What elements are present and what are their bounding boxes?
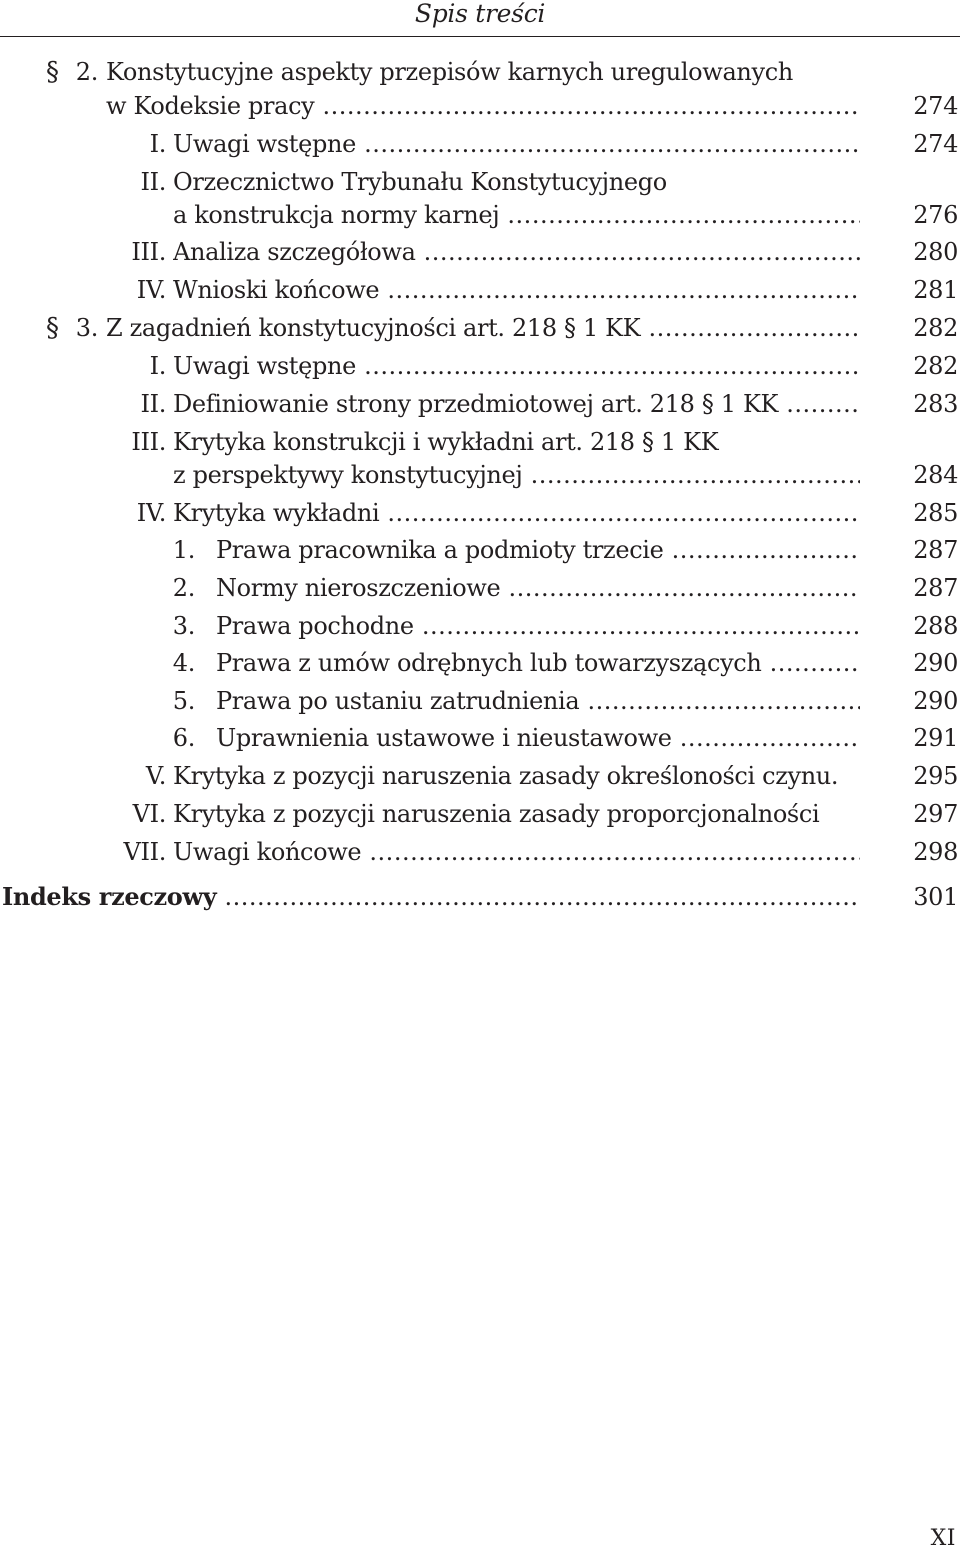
entry-number: 1. [172, 536, 195, 564]
toc-entry [0, 685, 960, 717]
entry-number: IV. [136, 499, 166, 527]
entry-number: 5. [172, 687, 195, 715]
page-number: 290 [913, 687, 958, 715]
toc-entry [0, 274, 960, 306]
toc-entry [0, 459, 960, 491]
entry-number: 4. [172, 649, 195, 677]
page-number: 283 [913, 390, 958, 418]
entry-title: Z zagadnień konstytucyjności art. 218 § 1 KK ..... [106, 312, 860, 344]
toc-entry [0, 56, 960, 88]
entry-number: IV. [136, 276, 166, 304]
toc-entry [0, 497, 960, 529]
entry-title: Indeks rzeczowy [2, 882, 217, 911]
entry-number: VII. [123, 838, 166, 866]
index-title-wrap [2, 881, 860, 913]
entry-number: V. [145, 762, 166, 790]
entry-title: Orzecznictwo Trybunału Konstytucyjnego [173, 168, 667, 196]
entry-title: Uprawnienia ustawowe i nieustawowe ..... [216, 722, 860, 754]
page-number: 285 [913, 499, 958, 527]
page-number: 290 [913, 649, 958, 677]
entry-title: w Kodeksie pracy ..... [106, 90, 860, 122]
entry-title: Uwagi końcowe ..... [173, 836, 860, 868]
entry-number: III. [131, 238, 166, 266]
entry-title: Normy nieroszczeniowe ..... [216, 572, 860, 604]
page-number: 298 [913, 838, 958, 866]
entry-number: I. [149, 352, 166, 380]
page-number: 281 [913, 276, 958, 304]
entry-title: Krytyka z pozycji naruszenia zasady określoności czynu. [173, 762, 839, 790]
entry-title: Prawa pracownika a podmioty trzecie ..... [216, 534, 860, 566]
toc-entry [0, 199, 960, 231]
toc-entry [0, 236, 960, 268]
entry-number: I. [149, 130, 166, 158]
toc-entry [0, 534, 960, 566]
toc-entry [0, 610, 960, 642]
toc-entry [0, 798, 960, 830]
entry-number: III. [131, 428, 166, 456]
page-number: 291 [913, 724, 958, 752]
entry-number: 3. [75, 314, 98, 342]
entry-title: Prawa po ustaniu zatrudnienia ..... [216, 685, 860, 717]
page-number: 295 [913, 762, 958, 790]
entry-title: z perspektywy konstytucyjnej ..... [173, 459, 860, 491]
section-mark: § [46, 57, 59, 87]
toc-entry [0, 90, 960, 122]
entry-title: a konstrukcja normy karnej ..... [173, 199, 860, 231]
toc-entry [0, 760, 960, 792]
entry-title: Prawa z umów odrębnych lub towarzyszących ..... [216, 647, 860, 679]
page-number: 287 [913, 536, 958, 564]
toc-entry [0, 350, 960, 382]
toc-entry-index [0, 881, 960, 913]
entry-title: Uwagi wstępne ..... [173, 350, 860, 382]
entry-title: Konstytucyjne aspekty przepisów karnych uregulowanych [106, 58, 793, 86]
toc-entry [0, 128, 960, 160]
toc-entry [0, 572, 960, 604]
page-number: 297 [913, 800, 958, 828]
toc-entry [0, 426, 960, 458]
page-number: 282 [913, 314, 958, 342]
entry-number: 2. [75, 58, 98, 86]
toc-entry [0, 166, 960, 198]
running-header: Spis treści [414, 0, 546, 28]
page-number: 274 [913, 130, 958, 158]
entry-title: Krytyka z pozycji naruszenia zasady proporcjonalności [173, 800, 820, 828]
page-folio: XI [930, 1526, 956, 1551]
page-number: 274 [913, 92, 958, 120]
entry-title: Krytyka konstrukcji i wykładni art. 218 § 1 KK [173, 428, 719, 456]
entry-number: II. [140, 168, 166, 196]
page-number: 287 [913, 574, 958, 602]
entry-number: VI. [132, 800, 166, 828]
toc-entry [0, 836, 960, 868]
page-number: 276 [913, 201, 958, 229]
toc-entry [0, 312, 960, 344]
header-rule [0, 36, 960, 37]
entry-title: Analiza szczegółowa ..... [173, 236, 860, 268]
toc-entry [0, 388, 960, 420]
entry-title: Definiowanie strony przedmiotowej art. 218 § 1 KK ..... [173, 388, 860, 420]
section-mark: § [46, 313, 59, 343]
entry-title: Uwagi wstępne ..... [173, 128, 860, 160]
entry-title: Krytyka wykładni ..... [173, 497, 860, 529]
page-number: 280 [913, 238, 958, 266]
entry-number: 3. [172, 612, 195, 640]
toc-entry [0, 722, 960, 754]
entry-title: Prawa pochodne ..... [216, 610, 860, 642]
entry-number: 2. [172, 574, 195, 602]
page-number: 288 [913, 612, 958, 640]
entry-title: Wnioski końcowe ..... [173, 274, 860, 306]
page-number: 301 [913, 883, 958, 911]
page-number: 282 [913, 352, 958, 380]
page-number: 284 [913, 461, 958, 489]
toc-entry [0, 647, 960, 679]
entry-number: 6. [172, 724, 195, 752]
entry-number: II. [140, 390, 166, 418]
